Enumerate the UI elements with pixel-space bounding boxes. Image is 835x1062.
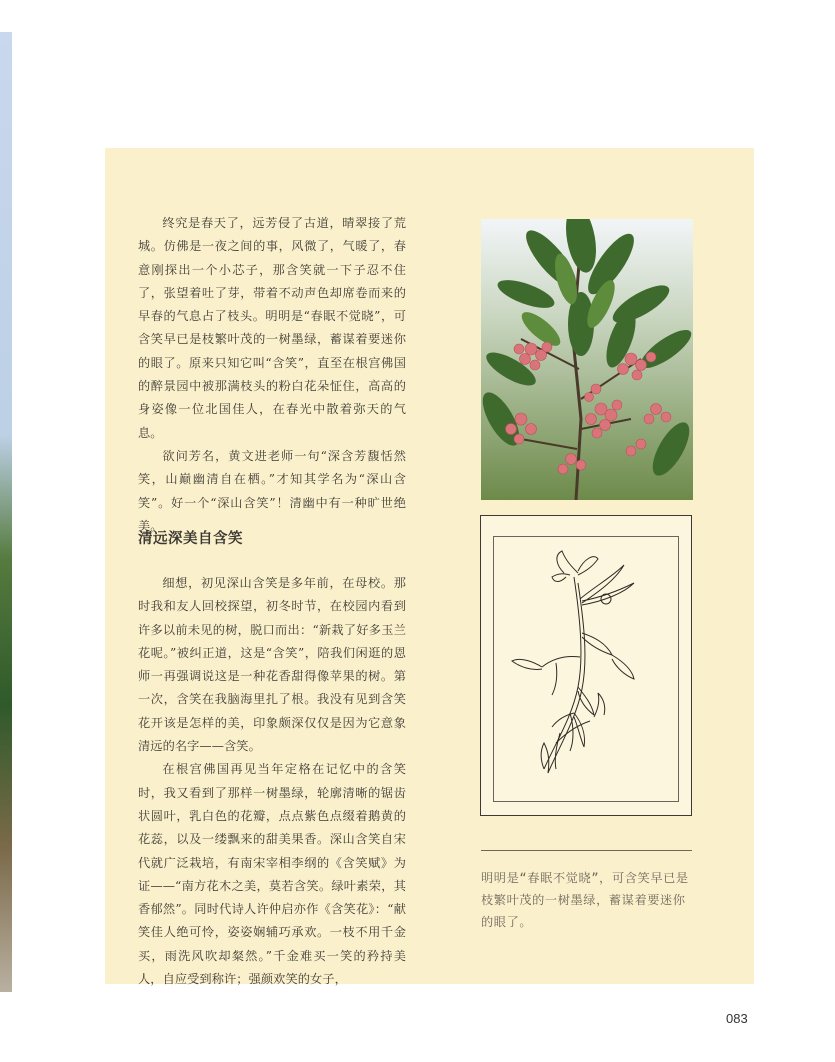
section-heading: 清远深美自含笑 — [138, 530, 243, 547]
botanical-sketch — [480, 515, 692, 816]
sketch-inner-frame — [493, 536, 679, 802]
paragraph: 细想，初见深山含笑是多年前，在母校。那时我和友人回校探望，初冬时节，在校园内看到许多以前未见的树，脱口而出：“新栽了好多玉兰花呢。”被纠正道，这是“含笑”，陪我们闲逛的恩师一再强调说这是一种花香甜得像苹果的树。第一次，含笑在我脑海里扎了根。我没有见到含笑花开该是怎样的美，印象颇深仅仅是因为它意象清远的名字——含笑。 — [138, 576, 406, 754]
pull-quote-caption: 明明是“春眠不觉晓”，可含笑早已是枝繁叶茂的一树墨绿，蓄谋着要迷你的眼了。 — [481, 871, 689, 929]
paragraph: 终究是春天了，远芳侵了古道，晴翠接了荒城。仿佛是一夜之间的事，风微了，气暖了，春意刚探出一个小芯子，那含笑就一下子忍不住了，张望着吐了芽，带着不动声色却席卷而来的早春的气息占了枝头。明明是“春眠不觉晓”，可含笑早已是枝繁叶茂的一树墨绿，蓄谋着要迷你的眼了。原来只知它叫“含笑”，直至在根宫佛国的醉景园中被那满枝头的粉白花朵怔住，高高的身姿像一位北国佳人，在春光中散着弥天的气息。 — [138, 216, 406, 440]
paragraph: 欲问芳名，黄文进老师一句“深含芳馥恬然笑，山巅幽清自在栖。”才知其学名为“深山含笑”。好一个“深山含笑”！清幽中有一种旷世绝美。 — [138, 448, 406, 533]
article-section-2 — [138, 572, 406, 991]
page-number: 083 — [726, 1011, 748, 1026]
paragraph: 在根宫佛国再见当年定格在记忆中的含笑时，我又看到了那样一树墨绿，轮廓清晰的锯齿状圆叶，乳白色的花瓣，点点紫色点缀着鹅黄的花蕊，以及一缕飘来的甜美果香。深山含笑自宋代就广泛栽培，有南宋宰相李纲的《含笑赋》为证——“南方花木之美，莫若含笑。绿叶素荣，其香郁然”。同时代诗人许仲启亦作《含笑花》：“献笑佳人绝可怜，姿姿娴辅巧承欢。一枝不用千金买，雨洗风吹却粲然。”千金难买一笑的矜持美人，自应受到称许；强颜欢笑的女子， — [138, 762, 406, 987]
adjacent-page-photo-strip — [0, 32, 12, 992]
caption-divider — [481, 850, 692, 851]
plant-photo — [481, 219, 693, 500]
article-section-1 — [138, 212, 406, 538]
